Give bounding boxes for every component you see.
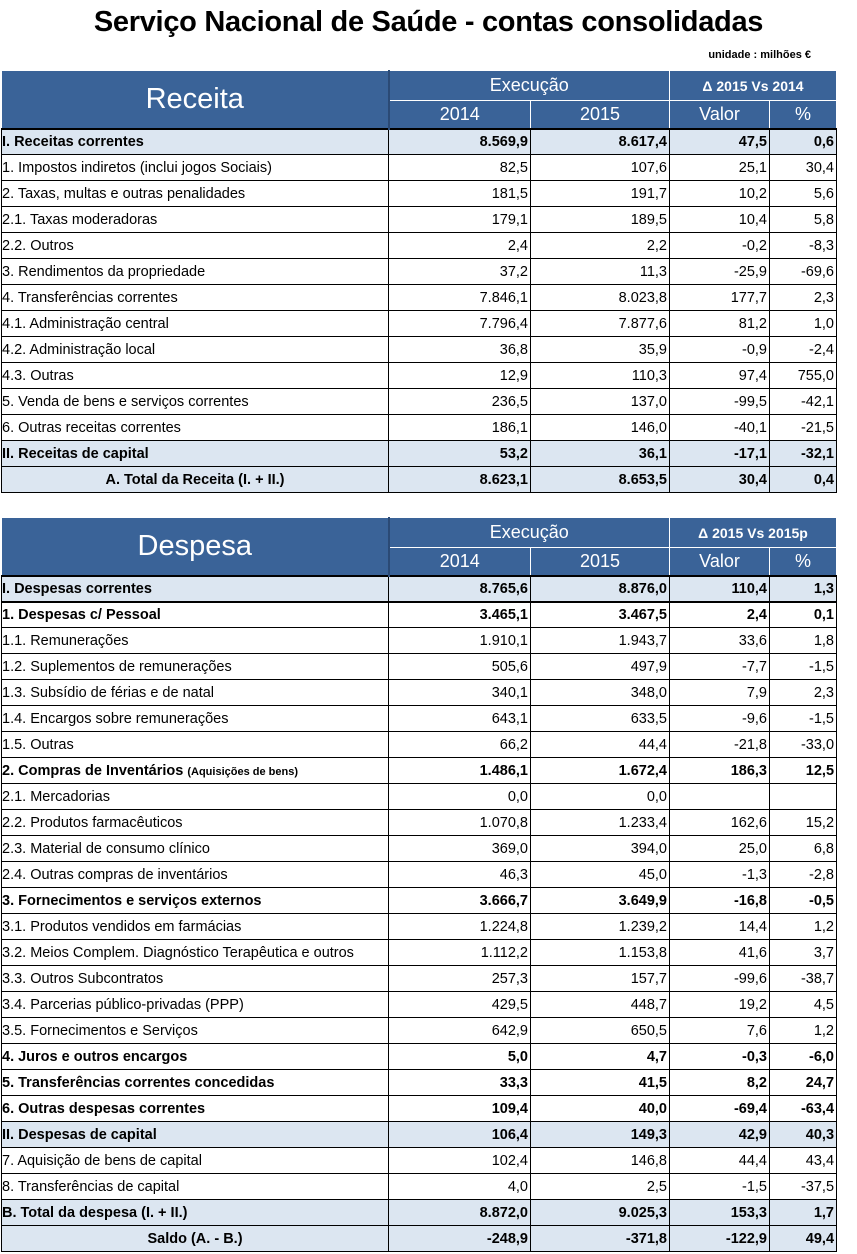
cell-valor: 7,9 bbox=[670, 680, 770, 706]
cell-2015: 1.233,4 bbox=[531, 810, 670, 836]
cell-pct: 5,8 bbox=[770, 207, 837, 233]
row-label-text: 1.3. Subsídio de férias e de natal bbox=[2, 684, 215, 701]
cell-2015: 0,0 bbox=[531, 784, 670, 810]
cell-pct bbox=[770, 784, 837, 810]
table-row bbox=[2, 654, 837, 680]
cell-valor: 8,2 bbox=[670, 1070, 770, 1096]
row-label bbox=[2, 1200, 389, 1226]
cell-2015: 2,5 bbox=[531, 1174, 670, 1200]
row-label bbox=[2, 966, 389, 992]
cell-2014: 37,2 bbox=[389, 259, 531, 285]
cell-2015: 9.025,3 bbox=[531, 1200, 670, 1226]
row-label-text: 2.3. Material de consumo clínico bbox=[2, 840, 210, 857]
table-row bbox=[2, 784, 837, 810]
cell-2014: 236,5 bbox=[389, 389, 531, 415]
table-row bbox=[2, 602, 837, 628]
cell-pct: 6,8 bbox=[770, 836, 837, 862]
row-label bbox=[2, 181, 389, 207]
cell-2015: 633,5 bbox=[531, 706, 670, 732]
table-row bbox=[2, 155, 837, 181]
cell-2015: 189,5 bbox=[531, 207, 670, 233]
cell-pct: -37,5 bbox=[770, 1174, 837, 1200]
table-row bbox=[2, 940, 837, 966]
table-row bbox=[2, 888, 837, 914]
cell-valor: -17,1 bbox=[670, 441, 770, 467]
row-label bbox=[2, 389, 389, 415]
cell-pct: -0,5 bbox=[770, 888, 837, 914]
row-label-text: 8. Transferências de capital bbox=[2, 1178, 180, 1195]
row-label-text: 5. Venda de bens e serviços correntes bbox=[2, 393, 249, 410]
cell-pct: 12,5 bbox=[770, 758, 837, 784]
table-row bbox=[2, 836, 837, 862]
cell-2014: 1.112,2 bbox=[389, 940, 531, 966]
cell-pct: 40,3 bbox=[770, 1122, 837, 1148]
table-row bbox=[2, 1044, 837, 1070]
cell-2015: 497,9 bbox=[531, 654, 670, 680]
cell-valor: -99,5 bbox=[670, 389, 770, 415]
cell-valor: -16,8 bbox=[670, 888, 770, 914]
table-row bbox=[2, 259, 837, 285]
cell-valor: 110,4 bbox=[670, 576, 770, 602]
cell-valor: -9,6 bbox=[670, 706, 770, 732]
cell-2014: 429,5 bbox=[389, 992, 531, 1018]
cell-2015: 146,8 bbox=[531, 1148, 670, 1174]
row-label bbox=[2, 207, 389, 233]
cell-2015: 8.653,5 bbox=[531, 467, 670, 493]
receita-group-header: Execução bbox=[389, 71, 670, 101]
cell-valor: -40,1 bbox=[670, 415, 770, 441]
cell-2014: 33,3 bbox=[389, 1070, 531, 1096]
cell-valor: -1,3 bbox=[670, 862, 770, 888]
row-label-text: 3.5. Fornecimentos e Serviços bbox=[2, 1022, 198, 1039]
table-row bbox=[2, 467, 837, 493]
table-row bbox=[2, 1226, 837, 1252]
cell-2015: 1.943,7 bbox=[531, 628, 670, 654]
cell-2015: 41,5 bbox=[531, 1070, 670, 1096]
table-row bbox=[2, 1122, 837, 1148]
cell-2014: 66,2 bbox=[389, 732, 531, 758]
cell-valor: 14,4 bbox=[670, 914, 770, 940]
despesa-col-2015: 2015 bbox=[531, 548, 670, 576]
cell-2015: 7.877,6 bbox=[531, 311, 670, 337]
cell-valor: 44,4 bbox=[670, 1148, 770, 1174]
cell-2014: 1.910,1 bbox=[389, 628, 531, 654]
table-row bbox=[2, 1096, 837, 1122]
despesa-col-2014: 2014 bbox=[389, 548, 531, 576]
cell-2014: 8.623,1 bbox=[389, 467, 531, 493]
row-label bbox=[2, 940, 389, 966]
table-row bbox=[2, 862, 837, 888]
cell-pct: 30,4 bbox=[770, 155, 837, 181]
row-label bbox=[2, 810, 389, 836]
row-label bbox=[2, 1174, 389, 1200]
cell-2015: 44,4 bbox=[531, 732, 670, 758]
row-label bbox=[2, 1070, 389, 1096]
cell-2014: 505,6 bbox=[389, 654, 531, 680]
cell-valor: 30,4 bbox=[670, 467, 770, 493]
cell-valor: 10,4 bbox=[670, 207, 770, 233]
cell-pct: 1,2 bbox=[770, 914, 837, 940]
row-label-text: 4.3. Outras bbox=[2, 367, 74, 384]
cell-2015: 348,0 bbox=[531, 680, 670, 706]
table-row bbox=[2, 576, 837, 602]
table-row bbox=[2, 285, 837, 311]
cell-valor: 2,4 bbox=[670, 602, 770, 628]
row-label bbox=[2, 337, 389, 363]
row-label-text: A. Total da Receita (I. + II.) bbox=[105, 471, 285, 488]
cell-valor: -21,8 bbox=[670, 732, 770, 758]
cell-pct: -63,4 bbox=[770, 1096, 837, 1122]
cell-valor: -0,3 bbox=[670, 1044, 770, 1070]
row-label-text: 3.2. Meios Complem. Diagnóstico Terapêutica e outros bbox=[2, 944, 354, 961]
table-row bbox=[2, 207, 837, 233]
cell-2015: 1.153,8 bbox=[531, 940, 670, 966]
cell-pct: -21,5 bbox=[770, 415, 837, 441]
row-label-text: 4.1. Administração central bbox=[2, 315, 169, 332]
row-label-text: 3. Rendimentos da propriedade bbox=[2, 263, 206, 280]
despesa-table bbox=[1, 517, 837, 1252]
row-label bbox=[2, 836, 389, 862]
receita-col-2015: 2015 bbox=[531, 101, 670, 129]
row-label-text: Saldo (A. - B.) bbox=[147, 1230, 243, 1247]
table-row bbox=[2, 1018, 837, 1044]
row-label bbox=[2, 233, 389, 259]
table-row bbox=[2, 706, 837, 732]
cell-2014: 257,3 bbox=[389, 966, 531, 992]
row-label bbox=[2, 784, 389, 810]
cell-2014: 181,5 bbox=[389, 181, 531, 207]
cell-2014: 53,2 bbox=[389, 441, 531, 467]
table-row bbox=[2, 966, 837, 992]
row-label bbox=[2, 680, 389, 706]
table-row bbox=[2, 680, 837, 706]
row-label bbox=[2, 888, 389, 914]
row-label-text: 1. Despesas c/ Pessoal bbox=[2, 606, 161, 623]
row-label bbox=[2, 1096, 389, 1122]
table-row bbox=[2, 415, 837, 441]
cell-valor: 7,6 bbox=[670, 1018, 770, 1044]
table-row bbox=[2, 810, 837, 836]
cell-valor: -122,9 bbox=[670, 1226, 770, 1252]
row-label-text: 6. Outras receitas correntes bbox=[2, 419, 181, 436]
cell-pct: 0,1 bbox=[770, 602, 837, 628]
cell-valor: 177,7 bbox=[670, 285, 770, 311]
cell-valor: 25,0 bbox=[670, 836, 770, 862]
cell-2014: 369,0 bbox=[389, 836, 531, 862]
row-label-text: 7. Aquisição de bens de capital bbox=[2, 1152, 202, 1169]
cell-2014: 1.070,8 bbox=[389, 810, 531, 836]
row-label bbox=[2, 1148, 389, 1174]
row-label-text: 4. Transferências correntes bbox=[2, 289, 178, 306]
despesa-heading: Despesa bbox=[2, 518, 389, 576]
cell-2014: 12,9 bbox=[389, 363, 531, 389]
cell-valor: 162,6 bbox=[670, 810, 770, 836]
cell-2015: 149,3 bbox=[531, 1122, 670, 1148]
row-label bbox=[2, 576, 389, 602]
cell-pct: -8,3 bbox=[770, 233, 837, 259]
cell-2014: 2,4 bbox=[389, 233, 531, 259]
cell-2015: 137,0 bbox=[531, 389, 670, 415]
cell-valor bbox=[670, 784, 770, 810]
cell-pct: 1,3 bbox=[770, 576, 837, 602]
cell-pct: 1,7 bbox=[770, 1200, 837, 1226]
cell-pct: 1,8 bbox=[770, 628, 837, 654]
cell-2015: 4,7 bbox=[531, 1044, 670, 1070]
row-label bbox=[2, 732, 389, 758]
row-label-text: 6. Outras despesas correntes bbox=[2, 1100, 206, 1117]
cell-2015: 45,0 bbox=[531, 862, 670, 888]
cell-pct: -1,5 bbox=[770, 654, 837, 680]
cell-2014: 186,1 bbox=[389, 415, 531, 441]
cell-pct: 0,6 bbox=[770, 129, 837, 155]
row-label-text: 2.1. Mercadorias bbox=[2, 788, 110, 805]
cell-valor: 41,6 bbox=[670, 940, 770, 966]
row-label bbox=[2, 992, 389, 1018]
cell-valor: 19,2 bbox=[670, 992, 770, 1018]
cell-2014: 5,0 bbox=[389, 1044, 531, 1070]
cell-pct: 49,4 bbox=[770, 1226, 837, 1252]
receita-table bbox=[1, 70, 837, 493]
cell-2014: 340,1 bbox=[389, 680, 531, 706]
cell-pct: -33,0 bbox=[770, 732, 837, 758]
cell-pct: 5,6 bbox=[770, 181, 837, 207]
row-label bbox=[2, 706, 389, 732]
cell-2014: 7.796,4 bbox=[389, 311, 531, 337]
cell-2015: 40,0 bbox=[531, 1096, 670, 1122]
cell-pct: -32,1 bbox=[770, 441, 837, 467]
table-row bbox=[2, 311, 837, 337]
table-row bbox=[2, 1200, 837, 1226]
cell-2015: 1.239,2 bbox=[531, 914, 670, 940]
table-row bbox=[2, 233, 837, 259]
row-label-text: 2.4. Outras compras de inventários bbox=[2, 866, 228, 883]
row-label-text: 1.4. Encargos sobre remunerações bbox=[2, 710, 229, 727]
cell-valor: 81,2 bbox=[670, 311, 770, 337]
row-label bbox=[2, 628, 389, 654]
cell-2014: 8.569,9 bbox=[389, 129, 531, 155]
despesa-group-header: Execução bbox=[389, 518, 670, 548]
row-label-text: B. Total da despesa (I. + II.) bbox=[2, 1204, 188, 1221]
cell-2015: 1.672,4 bbox=[531, 758, 670, 784]
cell-valor: 10,2 bbox=[670, 181, 770, 207]
cell-2014: 7.846,1 bbox=[389, 285, 531, 311]
despesa-delta-header: Δ 2015 Vs 2015p bbox=[670, 518, 837, 548]
row-label bbox=[2, 1226, 389, 1252]
table-row bbox=[2, 732, 837, 758]
cell-2015: 448,7 bbox=[531, 992, 670, 1018]
cell-2014: 8.765,6 bbox=[389, 576, 531, 602]
row-label-text: 3.1. Produtos vendidos em farmácias bbox=[2, 918, 242, 935]
cell-2015: 36,1 bbox=[531, 441, 670, 467]
row-label-text: 1. Impostos indiretos (inclui jogos Sociais) bbox=[2, 159, 272, 176]
row-label bbox=[2, 602, 389, 628]
cell-valor: 33,6 bbox=[670, 628, 770, 654]
row-label-text: 5. Transferências correntes concedidas bbox=[2, 1074, 275, 1091]
cell-2014: 642,9 bbox=[389, 1018, 531, 1044]
row-label-text: 1.5. Outras bbox=[2, 736, 74, 753]
cell-2015: 8.023,8 bbox=[531, 285, 670, 311]
row-label bbox=[2, 862, 389, 888]
table-row bbox=[2, 914, 837, 940]
row-label bbox=[2, 415, 389, 441]
page-title: Serviço Nacional de Saúde - contas consolidadas bbox=[93, 6, 764, 38]
cell-valor: -0,9 bbox=[670, 337, 770, 363]
row-label-text: 3.3. Outros Subcontratos bbox=[2, 970, 164, 987]
table-row bbox=[2, 1174, 837, 1200]
row-label-text: I. Receitas correntes bbox=[2, 133, 144, 150]
cell-2015: 191,7 bbox=[531, 181, 670, 207]
cell-2015: 3.467,5 bbox=[531, 602, 670, 628]
table-row bbox=[2, 628, 837, 654]
cell-2014: 1.224,8 bbox=[389, 914, 531, 940]
row-label bbox=[2, 363, 389, 389]
cell-2014: 106,4 bbox=[389, 1122, 531, 1148]
receita-col-2014: 2014 bbox=[389, 101, 531, 129]
row-label bbox=[2, 467, 389, 493]
cell-valor: -25,9 bbox=[670, 259, 770, 285]
cell-2014: 179,1 bbox=[389, 207, 531, 233]
row-label bbox=[2, 311, 389, 337]
row-label-text: I. Despesas correntes bbox=[2, 580, 152, 597]
cell-2015: 8.617,4 bbox=[531, 129, 670, 155]
receita-col-valor: Valor bbox=[670, 101, 770, 129]
cell-2015: -371,8 bbox=[531, 1226, 670, 1252]
cell-pct: 4,5 bbox=[770, 992, 837, 1018]
cell-2014: 8.872,0 bbox=[389, 1200, 531, 1226]
row-label-text: 4. Juros e outros encargos bbox=[2, 1048, 188, 1065]
row-label bbox=[2, 758, 389, 784]
row-label bbox=[2, 654, 389, 680]
row-label-text: 1.2. Suplementos de remunerações bbox=[2, 658, 232, 675]
row-label bbox=[2, 1122, 389, 1148]
row-label bbox=[2, 155, 389, 181]
cell-pct: -2,4 bbox=[770, 337, 837, 363]
cell-pct: 755,0 bbox=[770, 363, 837, 389]
row-label bbox=[2, 259, 389, 285]
despesa-col-valor: Valor bbox=[670, 548, 770, 576]
cell-valor: 25,1 bbox=[670, 155, 770, 181]
cell-pct: 15,2 bbox=[770, 810, 837, 836]
cell-2015: 146,0 bbox=[531, 415, 670, 441]
cell-valor: 42,9 bbox=[670, 1122, 770, 1148]
cell-2015: 107,6 bbox=[531, 155, 670, 181]
row-label bbox=[2, 441, 389, 467]
cell-pct: 43,4 bbox=[770, 1148, 837, 1174]
cell-2015: 110,3 bbox=[531, 363, 670, 389]
cell-pct: 2,3 bbox=[770, 680, 837, 706]
table-row bbox=[2, 758, 837, 784]
cell-valor: 153,3 bbox=[670, 1200, 770, 1226]
table-row bbox=[2, 1148, 837, 1174]
cell-valor: -0,2 bbox=[670, 233, 770, 259]
cell-pct: -69,6 bbox=[770, 259, 837, 285]
cell-pct: -1,5 bbox=[770, 706, 837, 732]
cell-pct: -38,7 bbox=[770, 966, 837, 992]
row-label-text: 1.1. Remunerações bbox=[2, 632, 129, 649]
cell-2015: 35,9 bbox=[531, 337, 670, 363]
cell-pct: -42,1 bbox=[770, 389, 837, 415]
row-label-text: 3.4. Parcerias público-privadas (PPP) bbox=[2, 996, 244, 1013]
receita-delta-header: Δ 2015 Vs 2014 bbox=[670, 71, 837, 101]
table-row bbox=[2, 181, 837, 207]
table-row bbox=[2, 129, 837, 155]
table-row bbox=[2, 992, 837, 1018]
cell-2014: 3.666,7 bbox=[389, 888, 531, 914]
cell-valor: 97,4 bbox=[670, 363, 770, 389]
receita-col-pct: % bbox=[770, 101, 837, 129]
cell-pct: -2,8 bbox=[770, 862, 837, 888]
receita-heading: Receita bbox=[2, 71, 389, 129]
row-label bbox=[2, 1018, 389, 1044]
cell-2014: 46,3 bbox=[389, 862, 531, 888]
row-label bbox=[2, 129, 389, 155]
cell-2015: 2,2 bbox=[531, 233, 670, 259]
row-label-note: (Aquisições de bens) bbox=[187, 765, 298, 778]
row-label bbox=[2, 1044, 389, 1070]
cell-2015: 157,7 bbox=[531, 966, 670, 992]
cell-2014: 82,5 bbox=[389, 155, 531, 181]
row-label-text: 2.2. Outros bbox=[2, 237, 74, 254]
cell-pct: 3,7 bbox=[770, 940, 837, 966]
cell-2014: 36,8 bbox=[389, 337, 531, 363]
cell-pct: 1,0 bbox=[770, 311, 837, 337]
cell-2015: 3.649,9 bbox=[531, 888, 670, 914]
unit-note: unidade : milhões € bbox=[708, 49, 811, 61]
cell-2014: -248,9 bbox=[389, 1226, 531, 1252]
cell-valor: -99,6 bbox=[670, 966, 770, 992]
table-row bbox=[2, 389, 837, 415]
table-row bbox=[2, 363, 837, 389]
despesa-col-pct: % bbox=[770, 548, 837, 576]
table-row bbox=[2, 1070, 837, 1096]
cell-2014: 102,4 bbox=[389, 1148, 531, 1174]
row-label-text: II. Receitas de capital bbox=[2, 445, 149, 462]
cell-pct: 24,7 bbox=[770, 1070, 837, 1096]
cell-pct: 1,2 bbox=[770, 1018, 837, 1044]
table-row bbox=[2, 441, 837, 467]
cell-valor: -7,7 bbox=[670, 654, 770, 680]
cell-pct: 0,4 bbox=[770, 467, 837, 493]
row-label-text: 4.2. Administração local bbox=[2, 341, 156, 358]
cell-2014: 0,0 bbox=[389, 784, 531, 810]
table-row bbox=[2, 337, 837, 363]
cell-pct: -6,0 bbox=[770, 1044, 837, 1070]
row-label bbox=[2, 914, 389, 940]
row-label-text: 3. Fornecimentos e serviços externos bbox=[2, 892, 262, 909]
cell-2014: 109,4 bbox=[389, 1096, 531, 1122]
cell-2015: 394,0 bbox=[531, 836, 670, 862]
row-label-text: II. Despesas de capital bbox=[2, 1126, 157, 1143]
cell-pct: 2,3 bbox=[770, 285, 837, 311]
cell-2014: 1.486,1 bbox=[389, 758, 531, 784]
cell-valor: 186,3 bbox=[670, 758, 770, 784]
cell-2014: 643,1 bbox=[389, 706, 531, 732]
row-label-text: 2.1. Taxas moderadoras bbox=[2, 211, 158, 228]
cell-valor: 47,5 bbox=[670, 129, 770, 155]
cell-valor: -1,5 bbox=[670, 1174, 770, 1200]
row-label-text: 2. Compras de Inventários bbox=[2, 762, 184, 779]
cell-2014: 3.465,1 bbox=[389, 602, 531, 628]
row-label-text: 2.2. Produtos farmacêuticos bbox=[2, 814, 183, 831]
cell-2015: 650,5 bbox=[531, 1018, 670, 1044]
row-label-text: 2. Taxas, multas e outras penalidades bbox=[2, 185, 246, 202]
cell-2015: 11,3 bbox=[531, 259, 670, 285]
row-label bbox=[2, 285, 389, 311]
cell-valor: -69,4 bbox=[670, 1096, 770, 1122]
cell-2015: 8.876,0 bbox=[531, 576, 670, 602]
cell-2014: 4,0 bbox=[389, 1174, 531, 1200]
